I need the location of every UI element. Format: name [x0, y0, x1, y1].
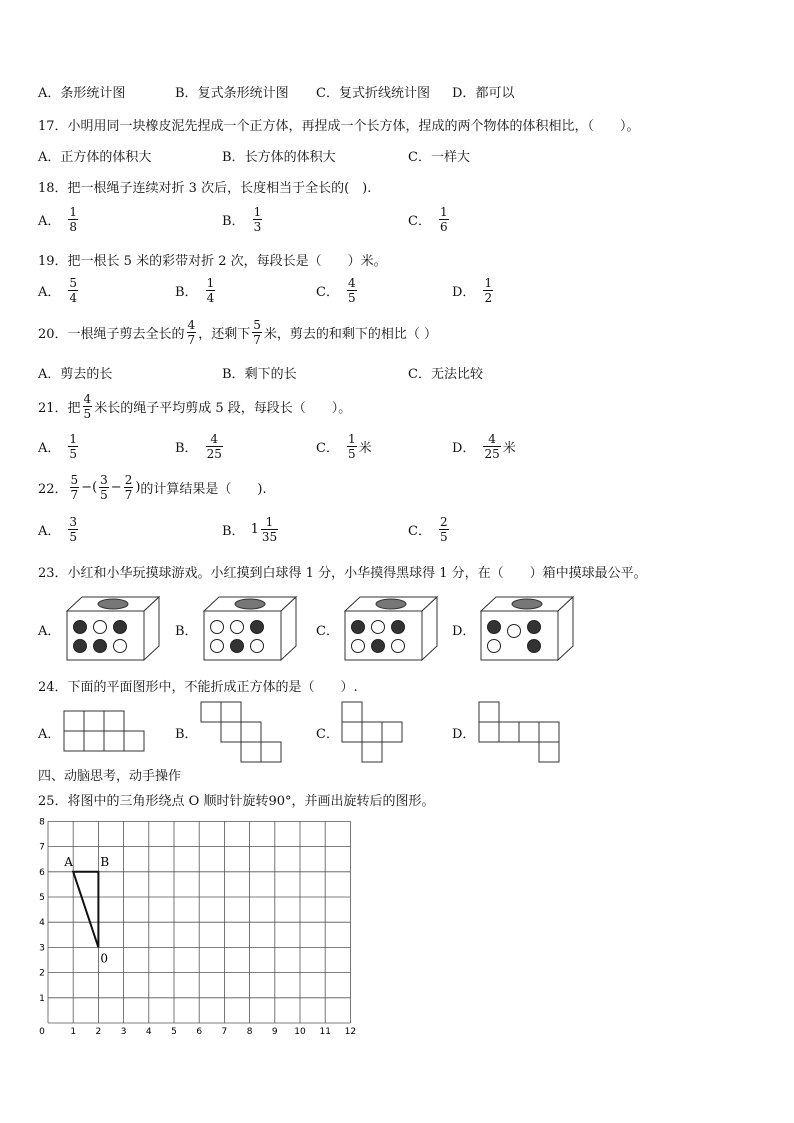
numerator: 4: [210, 432, 219, 446]
stem-text: 米，剪去的和剩下的相比（ ）: [263, 327, 437, 342]
stem-text: ，还剩下: [198, 327, 251, 342]
denominator: 5: [439, 530, 448, 544]
x-tick-label: 11: [319, 1027, 331, 1037]
option-label: B．: [222, 214, 245, 229]
whole-part: 1: [250, 522, 259, 537]
section-title: 四、动脑思考，动手操作: [38, 769, 182, 784]
stem-text: 米长的绳子平均剪成 5 段，每段长（ ）。: [94, 401, 352, 416]
numerator: 4: [187, 318, 196, 332]
option-label: C．: [316, 285, 339, 300]
option-label: D．: [452, 285, 476, 300]
x-tick-label: 1: [70, 1027, 77, 1037]
unit: 米: [358, 441, 372, 456]
x-tick-label: 3: [120, 1027, 127, 1037]
denominator: 7: [253, 333, 261, 347]
option-label: A．: [38, 524, 61, 539]
q24-option-a-label[interactable]: A．: [38, 727, 61, 742]
option-label: C．: [408, 150, 431, 165]
option-label: C．: [316, 441, 339, 456]
option-label: A．: [38, 441, 61, 456]
question-number: 22．: [38, 482, 68, 497]
option-text: 剩下的长: [244, 367, 297, 382]
x-tick-label: 6: [196, 1027, 203, 1037]
option-text: 一样大: [430, 150, 470, 165]
x-tick-label: 12: [344, 1027, 357, 1037]
q23-option-d-label[interactable]: D．: [452, 624, 476, 639]
numerator: 4: [488, 432, 496, 446]
option-text: 条形统计图: [60, 86, 126, 101]
denominator: 7: [187, 333, 196, 347]
point-label-b: B: [100, 854, 110, 869]
numerator: 1: [484, 276, 493, 290]
triangle-abo: [73, 872, 98, 948]
denominator: 4: [206, 291, 215, 305]
numerator: 4: [347, 276, 356, 290]
numerator: 3: [69, 515, 78, 529]
denominator: 5: [69, 447, 78, 461]
x-tick-label: 4: [145, 1027, 152, 1037]
q24-option-d-label[interactable]: D．: [452, 727, 476, 742]
q25-stem: 25．将图中的三角形绕点 O 顺时针旋转90°，并画出旋转后的图形。: [38, 794, 435, 809]
option-label: C．: [408, 524, 431, 539]
q24-option-b-label[interactable]: B．: [175, 727, 198, 742]
option-label: A．: [38, 86, 61, 101]
numerator: 2: [124, 473, 133, 487]
q23-option-c-label[interactable]: C．: [316, 624, 339, 639]
option-text: 正方体的体积大: [60, 150, 152, 165]
numerator: 1: [347, 432, 356, 446]
q23-option-b-label[interactable]: B．: [175, 624, 198, 639]
q17-stem: 17．小明用同一块橡皮泥先捏成一个正方体，再捏成一个长方体，捏成的两个物体的体积相比，（ ）。: [38, 119, 640, 134]
denominator: 7: [124, 488, 133, 502]
q23-option-a-label[interactable]: A．: [38, 624, 61, 639]
option-label: A．: [38, 214, 61, 229]
q19-stem: 19．把一根长 5 米的彩带对折 2 次，每段长是（ ）米。: [38, 254, 387, 269]
numerator: 5: [253, 318, 261, 332]
operator: −: [110, 480, 122, 495]
q24-option-c-label[interactable]: C．: [316, 727, 339, 742]
option-text: 复式折线统计图: [338, 86, 430, 101]
denominator: 25: [206, 447, 222, 461]
numerator: 5: [70, 473, 79, 487]
stem-text: 21．把: [38, 401, 81, 416]
x-tick-label: 5: [171, 1027, 177, 1037]
y-tick-label: 1: [39, 993, 45, 1004]
option-label: A．: [38, 150, 61, 165]
q24-stem: 24．下面的平面图形中，不能折成正方体的是（ ）.: [38, 680, 358, 695]
denominator: 7: [70, 488, 79, 502]
denominator: 5: [100, 488, 108, 502]
denominator: 8: [69, 220, 78, 234]
y-tick-label: 7: [39, 842, 45, 853]
x-tick-label: 7: [221, 1027, 228, 1037]
x-tick-label: 9: [271, 1027, 278, 1037]
y-tick-label: 3: [39, 943, 45, 954]
numerator: 2: [439, 515, 448, 529]
unit: 米: [502, 441, 516, 456]
option-text: 复式条形统计图: [197, 86, 289, 101]
option-text: 剪去的长: [60, 367, 113, 382]
q18-stem: 18．把一根绳子连续对折 3 次后，长度相当于全长的( ).: [38, 181, 372, 196]
numerator: 1: [206, 276, 215, 290]
y-tick-label: 6: [39, 867, 45, 878]
denominator: 5: [347, 291, 356, 305]
denominator: 2: [484, 291, 493, 305]
numerator: 1: [265, 515, 274, 529]
x-tick-label: 10: [294, 1027, 306, 1037]
option-label: D．: [452, 441, 476, 456]
option-label: A．: [38, 285, 61, 300]
x-tick-label: 8: [246, 1027, 253, 1037]
option-text: 长方体的体积大: [244, 150, 336, 165]
option-label: B．: [175, 441, 198, 456]
option-label: D．: [452, 86, 476, 101]
y-tick-label: 2: [39, 968, 45, 979]
option-label: C．: [408, 367, 431, 382]
denominator: 5: [347, 447, 356, 461]
option-label: B．: [222, 150, 245, 165]
y-tick-label: 8: [39, 817, 45, 828]
q23-stem: 23．小红和小华玩摸球游戏。小红摸到白球得 1 分，小华摸得黑球得 1 分，在（ ）箱中摸球最公平。: [38, 566, 647, 581]
numerator: 4: [83, 392, 92, 406]
denominator: 3: [253, 220, 262, 234]
numerator: 1: [69, 205, 78, 219]
option-label: B．: [222, 524, 245, 539]
stem-text: 20．一根绳子剪去全长的: [38, 327, 185, 342]
point-label-a: A: [64, 854, 73, 869]
option-label: B．: [175, 86, 198, 101]
option-text: 都可以: [475, 86, 515, 101]
point-label-o: 0: [100, 951, 109, 966]
numerator: 5: [69, 276, 78, 290]
denominator: 5: [69, 530, 78, 544]
x-tick-label: 0: [39, 1027, 45, 1037]
option-label: C．: [408, 214, 431, 229]
operator: ): [135, 480, 141, 495]
denominator: 35: [261, 530, 278, 544]
denominator: 6: [439, 220, 448, 234]
option-label: C．: [316, 86, 339, 101]
numerator: 1: [253, 205, 262, 219]
option-label: A．: [38, 367, 61, 382]
numerator: 1: [69, 432, 78, 446]
denominator: 25: [484, 447, 500, 461]
operator: −(: [81, 480, 98, 495]
numerator: 1: [439, 205, 448, 219]
option-label: B．: [175, 285, 198, 300]
denominator: 5: [83, 407, 92, 421]
y-tick-label: 4: [39, 918, 45, 929]
y-tick-label: 5: [39, 893, 45, 903]
denominator: 4: [69, 291, 78, 305]
x-tick-label: 2: [95, 1027, 102, 1037]
option-label: B．: [222, 367, 245, 382]
option-text: 无法比较: [430, 367, 483, 382]
numerator: 3: [100, 473, 108, 487]
stem-text: 的计算结果是（ ).: [140, 482, 267, 497]
